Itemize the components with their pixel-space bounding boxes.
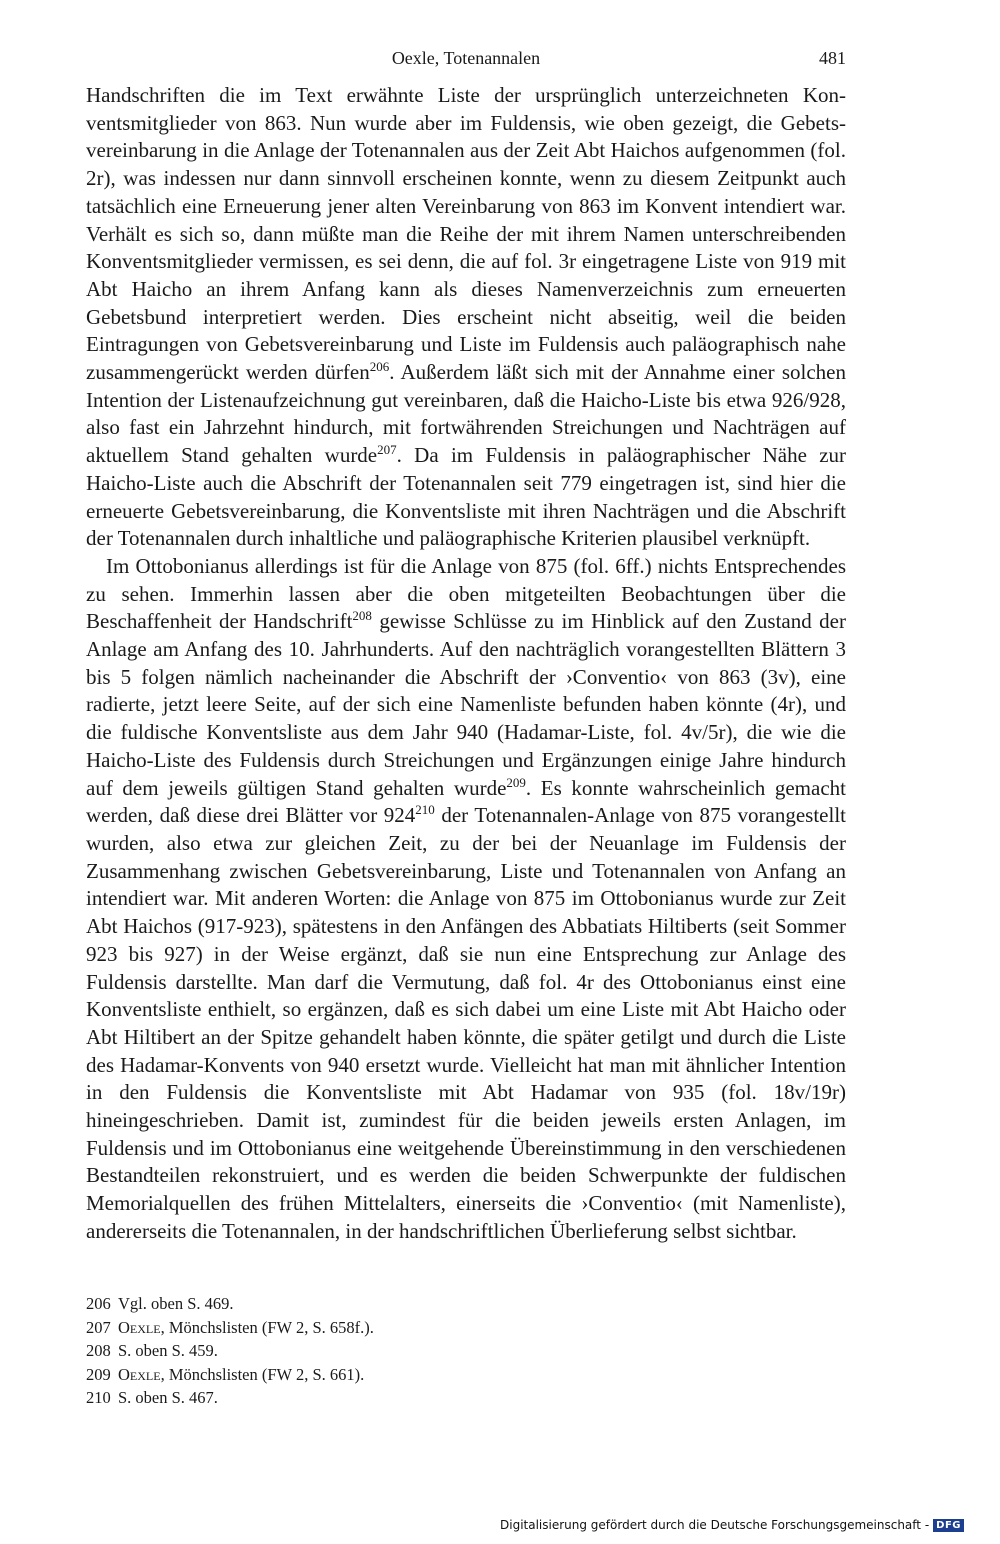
footnote-ref-208: 208 bbox=[352, 608, 372, 624]
footnote-text: , Mönchslisten (FW 2, S. 661). bbox=[160, 1364, 365, 1384]
paragraph-text: . Es konnte wahrscheinlich gemacht werden, daß diese drei Blätter vor 924 bbox=[86, 775, 846, 828]
funding-note bbox=[500, 1518, 964, 1532]
footnote-number: 206 bbox=[86, 1294, 111, 1313]
footnote-208 bbox=[86, 1339, 846, 1363]
paragraph-1 bbox=[86, 82, 846, 553]
footnote-ref-210: 210 bbox=[415, 802, 435, 818]
footnote-author: Oexle bbox=[118, 1317, 161, 1337]
paragraph-text: gewisse Schlüsse zu im Hinblick auf den Zustand der Anlage am Anfang des 10. Jahrhunderts. Auf den nachträglich vorangestellten Blättern 3 bis 5 folgen nämlich nacheinander die Abschrift der ›Conventio‹ von 863 (3v), eine radierte, jetzt leere Seite, auf der sich eine Namenliste befunden haben könnte (4r), und die fuldische Konventsliste aus dem Jahr 940 (Hadamar-Liste, fol. 4v/5r), die wie die Haicho-Liste des Fuldensis durch Streichungen und Ergänzungen einige Jahre hindurch auf dem jeweils gültigen Stand gehalten wurde bbox=[86, 609, 846, 800]
footnote-text: S. oben S. 459. bbox=[118, 1341, 218, 1361]
page-number: 481 bbox=[819, 48, 846, 68]
running-title: Oexle, Totenannalen bbox=[391, 48, 541, 68]
footnote-ref-206: 206 bbox=[369, 359, 390, 375]
footnote-author: Oexle bbox=[118, 1364, 161, 1384]
footnote-text: S. oben S. 467. bbox=[118, 1388, 218, 1408]
body-text bbox=[86, 82, 846, 1246]
footnote-number: 209 bbox=[86, 1364, 111, 1384]
footnote-text: , Mönchslisten (FW 2, S. 658f.). bbox=[160, 1317, 374, 1337]
paragraph-text: . Außerdem läßt sich mit der Annahme einer solchen Intention der Listenaufzeichnung gut vereinbaren, daß die Haicho-Liste bis etwa 926/928, also fast ein Jahrzehnt hindurch, mit fortwährenden Streichungen und Nachträgen auf aktuellem Stand gehalten wurde bbox=[86, 360, 846, 468]
paragraph-text: Handschriften die im Text erwähnte Liste der ursprünglich unterzeichneten Konventsmitglieder von 863. Nun wurde aber im Fuldensis, wie oben gezeigt, die Gebetsvereinbarung in die Anlage der Totenannalen aus der Zeit Abt Haichos aufgenommen (fol. 2r), was indessen nur dann sinnvoll erscheinen konnte, wenn zu diesem Zeitpunkt auch tatsächlich eine Erneuerung jener alten Vereinbarung von 863 im Konvent intendiert war. Verhält es sich so, dann müßte man die Reihe der mit ihrem Namen unterschreibenden Konventsmitglieder vermissen, es sei denn, die auf fol. 3r eingetragene Liste von 919 mit Abt Haicho an ihrem Anfang kann als dieses Namenverzeichnis zum erneuerten Gebetsbund interpretiert werden. Dies erscheint nicht abseitig, weil die beiden Eintragungen von Gebetsvereinbarung und Liste im Fuldensis auch paläographisch nahe zusammengerückt werden dürfen bbox=[86, 83, 846, 385]
footnote-206 bbox=[86, 1292, 846, 1316]
footnote-ref-209: 209 bbox=[506, 774, 526, 790]
footnote-number: 210 bbox=[86, 1388, 111, 1408]
footnote-209 bbox=[86, 1363, 846, 1387]
paragraph-text: . Da im Fuldensis in paläographischer Nähe zur Haicho-Liste auch die Abschrift der Totenannalen seit 779 eingetragen ist, sind hier die erneuerte Gebetsvereinbarung, die Konventsliste mit ihren Nachträgen und die Abschrift der Totenannalen durch inhaltliche und paläographische Kriterien plausibel verknüpft. bbox=[86, 443, 847, 551]
footnotes bbox=[86, 1292, 846, 1410]
paragraph-2 bbox=[86, 553, 846, 1246]
dfg-logo: DFG bbox=[933, 1519, 964, 1532]
funding-text: Digitalisierung gefördert durch die Deutsche Forschungsgemeinschaft - bbox=[500, 1518, 930, 1532]
footnote-number: 208 bbox=[86, 1341, 111, 1361]
footnote-text: Vgl. oben S. 469. bbox=[118, 1294, 234, 1313]
footnote-210 bbox=[86, 1386, 846, 1410]
footnote-207 bbox=[86, 1316, 846, 1340]
running-head bbox=[86, 44, 846, 72]
paragraph-text: der Totenannalen-Anlage von 875 vorangestellt wurden, also etwa zur gleichen Zeit, zu der bei der Neuanlage im Fuldensis der Zusammenhang zwischen Gebetsvereinbarung, Liste und Totenannalen von Anfang an intendiert war. Mit anderen Worten: die Anlage von 875 im Ottobonianus wurde zur Zeit Abt Haichos (917-923), spätestens in den Anfängen des Abbatiats Hiltiberts (seit Sommer 923 bis 927) in der Weise ergänzt, daß sie nun eine Entsprechung zur Anlage des Fuldensis darstellte. Man darf die Vermutung, daß fol. 4r des Ottobonianus einst eine Konventsliste enthielt, so ergänzen, daß es sich dabei um eine Liste mit Abt Haicho oder Abt Hiltibert an der Spitze gehandelt haben könnte, die später getilgt und durch die Liste des Hadamar-Konvents von 940 ersetzt wurde. Vielleicht hat man mit ähnlicher Intention in den Fuldensis die Konventsliste mit Abt Hadamar von 935 (fol. 18v/19r) hineingeschrieben. Damit ist, zumindest für die beiden jeweils ersten Anlagen, im Fuldensis und im Ottobonianus eine weitgehende Übereinstimmung in den verschiedenen Bestandteilen rekonstruiert, und es werden die beiden Schwerpunkte der fuldischen Memorialquellen des frühen Mittelalters, einerseits die ›Conventio‹ (mit Namenliste), andererseits die Totenannalen, in der handschriftlichen Überlieferung selbst sichtbar. bbox=[86, 803, 846, 1243]
footnote-ref-207: 207 bbox=[377, 442, 397, 458]
paragraph-text: Im Ottobonianus allerdings ist für die Anlage von 875 (fol. 6ff.) nichts Entsprechendes zu sehen. Immerhin lassen aber die oben mitgeteilten Beobachtungen über die Beschaffenheit der Handschrift bbox=[86, 553, 846, 634]
footnote-number: 207 bbox=[86, 1317, 111, 1337]
